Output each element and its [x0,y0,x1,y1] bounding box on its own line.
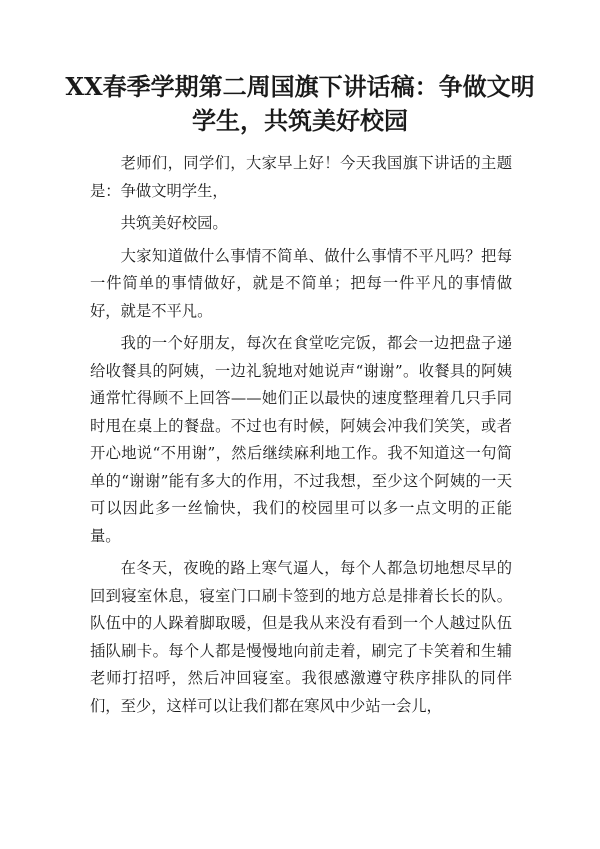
paragraph-simple-things: 大家知道做什么事情不简单、做什么事情不平凡吗？把每一件简单的事情做好，就是不简单；把每一件平凡的事情做好，就是不平凡。 [90,246,512,320]
paragraph-canteen-story: 我的一个好朋友，每次在食堂吃完饭，都会一边把盘子递给收餐具的阿姨，一边礼貌地对她说声“谢谢”。收餐具的阿姨通常忙得顾不上回答——她们正以最快的速度整理着几只手同时甩在桌上的餐盘。不过也有时候，阿姨会冲我们笑笑，或者开心地说“不用谢”，然后继续麻利地工作。我不知道这一句简单的“谢谢”能有多大的作用，不过我想，至少这个阿姨的一天可以因此多一丝愉快，我们的校园里可以多一点文明的正能量。 [90,334,512,545]
paragraph-dorm-queue: 在冬天，夜晚的路上寒气逼人，每个人都急切地想尽早的回到寝室休息，寝室门口刷卡签到的地方总是排着长长的队。队伍中的人跺着脚取暖，但是我从来没有看到一个人越过队伍插队刷卡。每个人都是慢慢地向前走着，刷完了卡笑着和生辅老师打招呼，然后冲回寝室。我很感激遵守秩序排队的同伴们，至少，这样可以让我们都在寒风中少站一会儿， [90,559,512,715]
document-body [90,150,512,725]
document-title: XX春季学期第二周国旗下讲话稿：争做文明学生，共筑美好校园 [65,72,535,135]
paragraph-theme: 共筑美好校园。 [120,214,228,232]
paragraph-greeting: 老师们，同学们，大家早上好！今天我国旗下讲话的主题是：争做文明学生， [90,154,512,200]
